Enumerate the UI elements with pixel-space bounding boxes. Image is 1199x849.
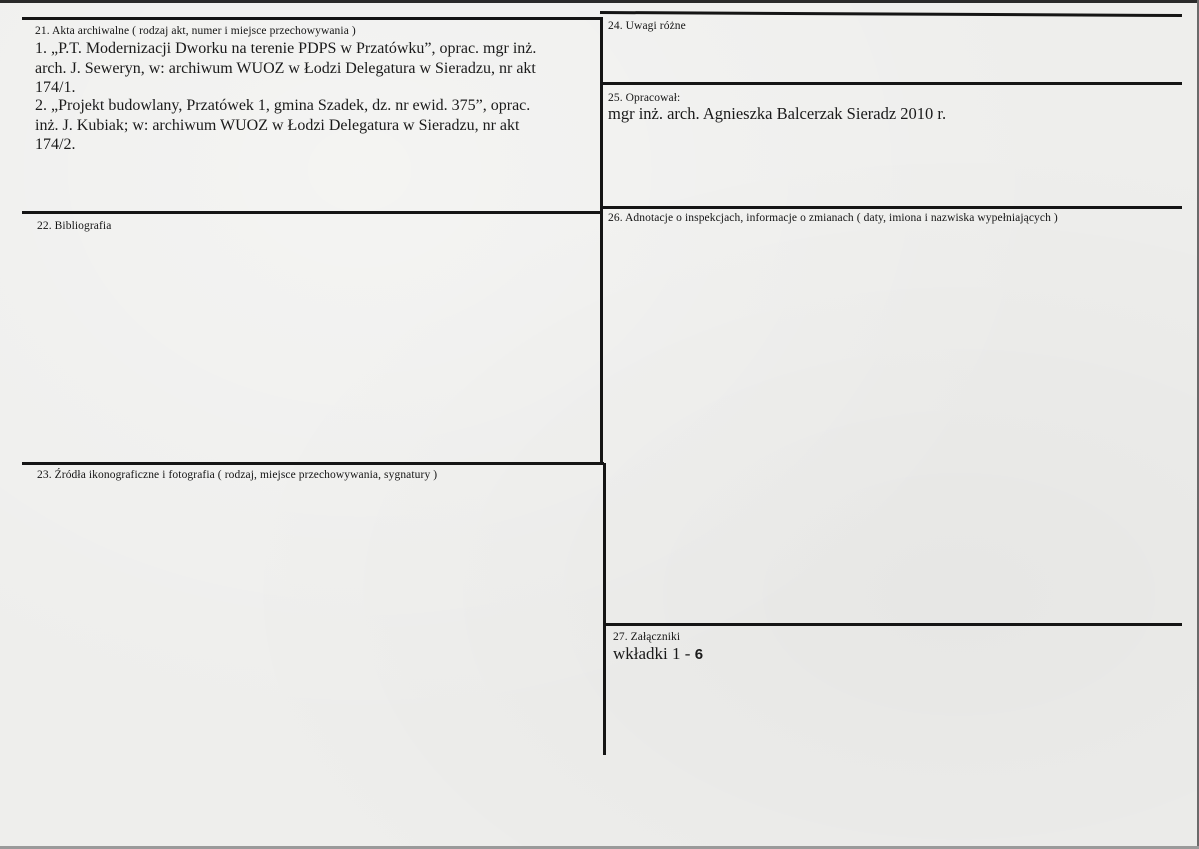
rule-center-vertical-lower	[603, 463, 606, 755]
attachments-text: wkładki 1 -	[613, 644, 695, 663]
entry-1-line-3: 174/1.	[35, 79, 76, 96]
sheet-top-edge	[0, 0, 1199, 3]
rule-22-23	[22, 462, 604, 465]
section-22-label: 22. Bibliografia	[37, 220, 112, 232]
section-21-entry-2	[35, 96, 530, 155]
section-21-label: 21. Akta archiwalne ( rodzaj akt, numer i miejsce przechowywania )	[35, 25, 356, 37]
rule-top-left	[22, 17, 602, 20]
section-21-entry-1	[35, 39, 536, 98]
rule-21-22	[22, 211, 602, 214]
entry-1-line-1: 1. „P.T. Modernizacji Dworku na terenie PDPS w Przatówku”, oprac. mgr inż.	[35, 40, 537, 57]
section-25-label: 25. Opracował:	[608, 92, 681, 104]
entry-2-line-1: 2. „Projekt budowlany, Przatówek 1, gmina Szadek, dz. nr ewid. 375”, oprac.	[35, 97, 531, 114]
section-27-value	[613, 644, 703, 665]
attachments-count: 6	[694, 646, 704, 663]
section-24-label: 24. Uwagi różne	[608, 20, 686, 32]
section-26-label: 26. Adnotacje o inspekcjach, informacje o zmianach ( daty, imiona i nazwiska wypełniających )	[608, 212, 1058, 224]
section-27-label: 27. Załączniki	[613, 631, 681, 643]
section-23-label: 23. Źródła ikonograficzne i fotografia ( rodzaj, miejsce przechowywania, sygnatury )	[37, 469, 438, 481]
section-25-value: mgr inż. arch. Agnieszka Balcerzak Sieradz 2010 r.	[608, 104, 947, 123]
entry-1-line-2: arch. J. Seweryn, w: archiwum WUOZ w Łodzi Delegatura w Sieradzu, nr akt	[35, 59, 536, 77]
rule-24-25	[600, 82, 1182, 85]
rule-25-26	[600, 206, 1182, 209]
entry-2-line-2: inż. J. Kubiak; w: archiwum WUOZ w Łodzi Delegatura w Sieradzu, nr akt	[35, 116, 520, 134]
rule-top-right	[600, 11, 1182, 17]
entry-2-line-3: 174/2.	[35, 136, 76, 153]
rule-26-27	[603, 623, 1182, 626]
